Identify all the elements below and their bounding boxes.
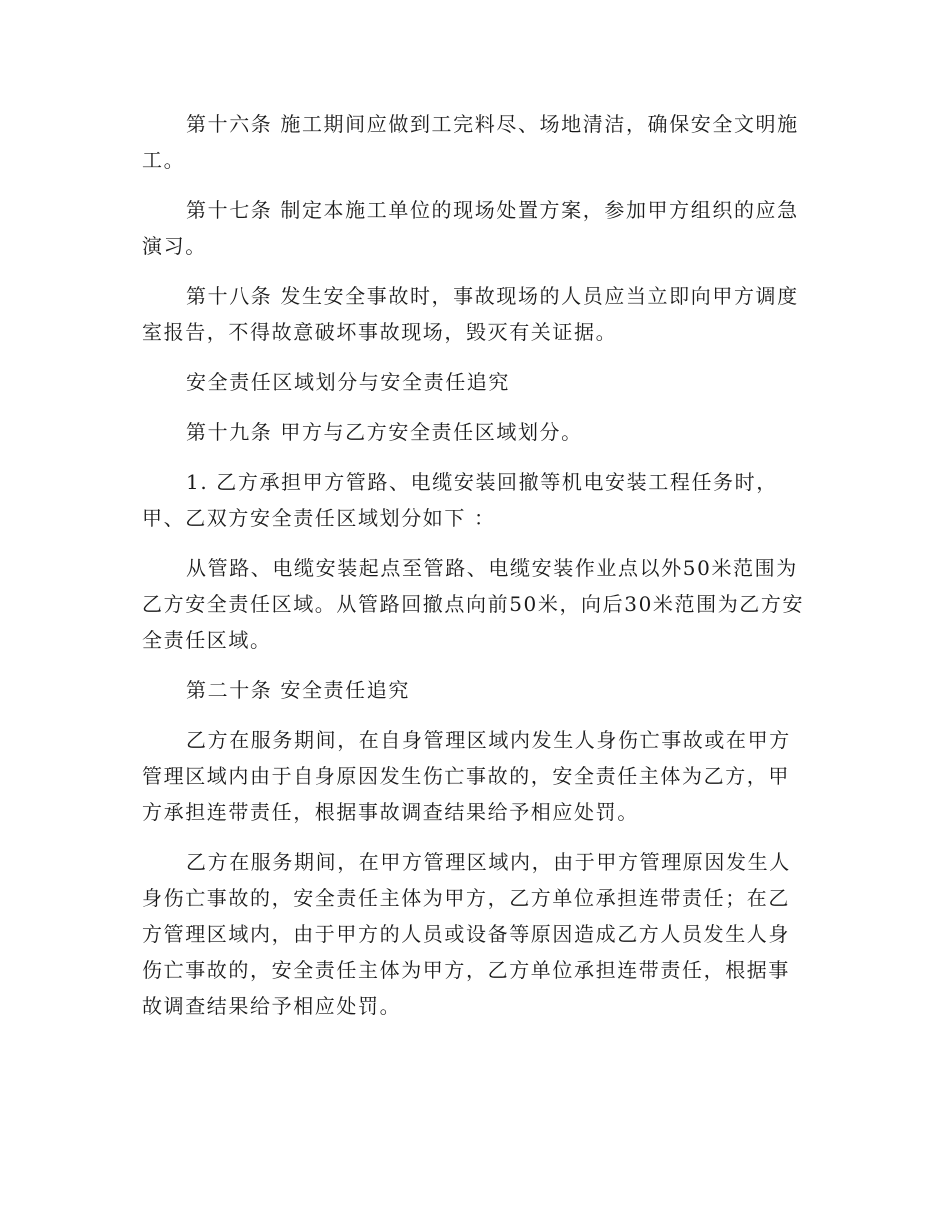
- text-line: 1. 乙方承担甲方管路、电缆安装回撤等机电安装工程任务时，: [186, 470, 778, 494]
- text-line: 方承担连带责任，根据事故调查结果给予相应处罚。: [142, 800, 639, 824]
- text-line: 故调查结果给予相应处罚。: [142, 994, 402, 1018]
- text-line: 演习。: [142, 234, 207, 258]
- text-line: 乙方在服务期间，在自身管理区域内发生人身伤亡事故或在甲方: [186, 728, 791, 752]
- article-18-paragraph: [142, 278, 808, 350]
- text-line: 方管理区域内，由于甲方的人员或设备等原因造成乙方人员发生人身: [142, 922, 790, 946]
- responsibility-zone-paragraph: [142, 550, 808, 658]
- text-line: 甲、乙双方安全责任区域划分如下 ：: [142, 506, 496, 530]
- article-16-paragraph: [142, 106, 808, 178]
- text-line: 工。: [142, 148, 186, 172]
- text-line: 第十九条 甲方与乙方安全责任区域划分。: [186, 420, 583, 444]
- text-line: 安全责任区域划分与安全责任追究: [186, 370, 510, 394]
- text-line: 全责任区域。: [142, 628, 272, 652]
- section-heading: [142, 364, 808, 400]
- article-19-paragraph: [142, 414, 808, 450]
- text-line: 伤亡事故的，安全责任主体为甲方，乙方单位承担连带责任，根据事: [142, 958, 790, 982]
- text-line: 乙方安全责任区域。从管路回撤点向前50米，向后30米范围为乙方安: [142, 592, 805, 616]
- text-line: 第十七条 制定本施工单位的现场处置方案，参加甲方组织的应急: [186, 198, 799, 222]
- text-line: 乙方在服务期间，在甲方管理区域内，由于甲方管理原因发生人: [186, 850, 791, 874]
- text-line: 管理区域内由于自身原因发生伤亡事故的，安全责任主体为乙方，甲: [142, 764, 790, 788]
- text-line: 第二十条 安全责任追究: [186, 678, 410, 702]
- document-body: [142, 106, 808, 1038]
- text-line: 第十六条 施工期间应做到工完料尽、场地清洁，确保安全文明施: [186, 112, 799, 136]
- clause-1-paragraph: [142, 464, 808, 536]
- article-17-paragraph: [142, 192, 808, 264]
- liability-paragraph-2: [142, 844, 808, 1024]
- text-line: 第十八条 发生安全事故时，事故现场的人员应当立即向甲方调度: [186, 284, 799, 308]
- liability-paragraph-1: [142, 722, 808, 830]
- text-line: 从管路、电缆安装起点至管路、电缆安装作业点以外50米范围为: [186, 556, 798, 580]
- text-line: 身伤亡事故的，安全责任主体为甲方，乙方单位承担连带责任；在乙: [142, 886, 790, 910]
- text-line: 室报告，不得故意破坏事故现场，毁灭有关证据。: [142, 320, 618, 344]
- article-20-paragraph: [142, 672, 808, 708]
